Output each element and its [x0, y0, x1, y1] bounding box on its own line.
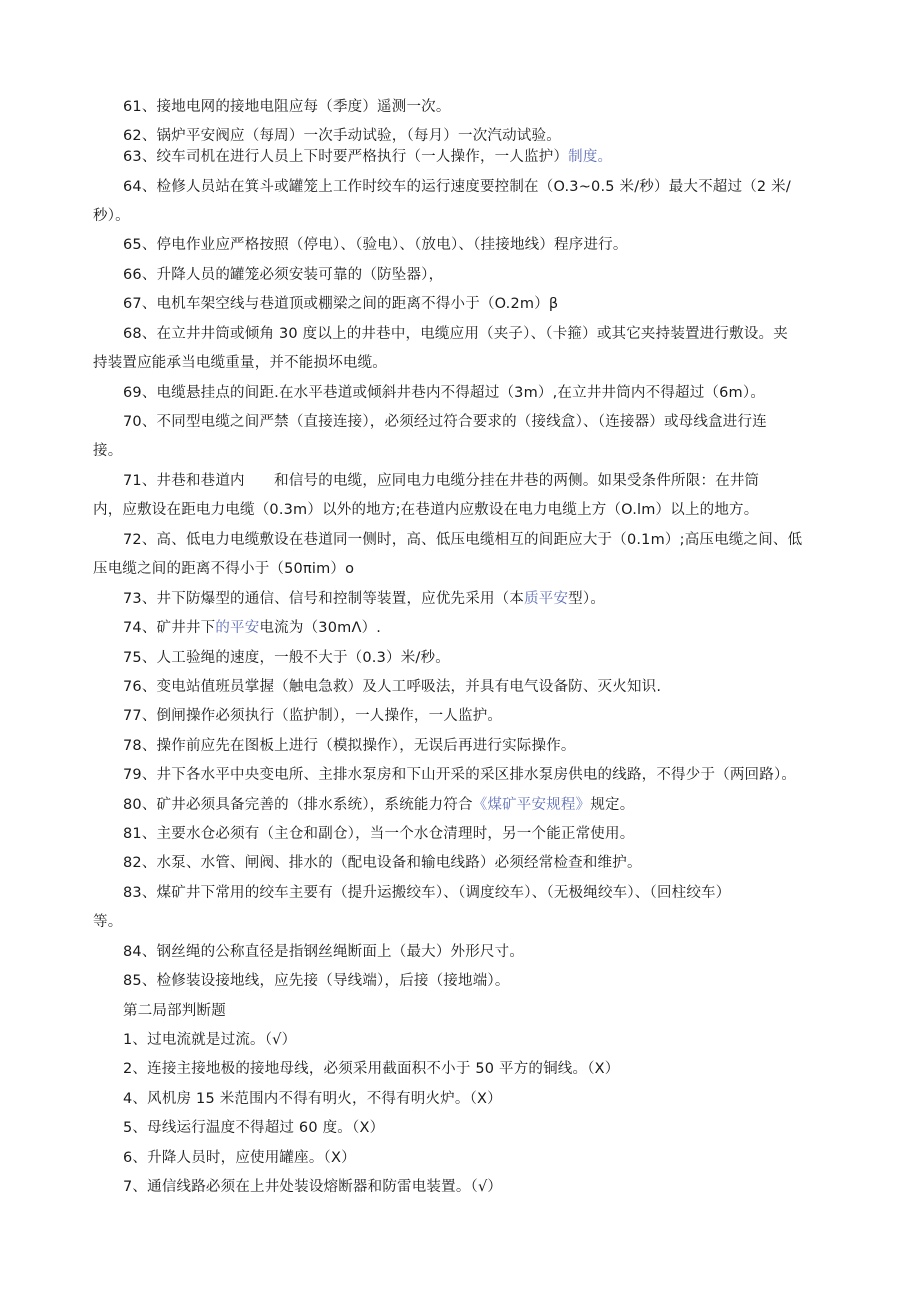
item-73-text: 73、井下防爆型的通信、信号和控制等装置，应优先采用（本: [123, 591, 525, 607]
item-63: [123, 147, 612, 167]
item-75: 75、人工验绳的速度，一般不大于（0.3）米/秒。: [123, 650, 450, 666]
item-73-tail: 型）。: [568, 591, 606, 607]
judge-5: 5、母线运行温度不得超过 60 度。（X）: [123, 1120, 385, 1136]
item-64-line2: 秒）。: [93, 208, 130, 224]
item-72-line1: 72、高、低电力电缆敷设在巷道同一侧时，高、低压电缆相互的间距应大于（0.1m）;高压电缆之间、低: [123, 532, 803, 548]
judge-2: 2、连接主接地极的接地母线，必须采用截面积不小于 50 平方的铜线。（X）: [123, 1061, 620, 1077]
item-80: [123, 795, 634, 815]
section-heading: 第二局部判断题: [123, 1003, 226, 1019]
item-84: 84、钢丝绳的公称直径是指钢丝绳断面上（最大）外形尺寸。: [123, 944, 525, 960]
item-78: 78、操作前应先在图板上进行（模拟操作），无误后再进行实际操作。: [123, 738, 576, 754]
item-71-line1: 71、井巷和巷道内 和信号的电缆，应同电力电缆分挂在井巷的两侧。如果受条件所限：在井筒: [123, 473, 760, 489]
item-82: 82、水泵、水管、闸阀、排水的（配电设备和输电线路）必须经常检查和维护。: [123, 855, 642, 871]
item-69: 69、电缆悬挂点的间距.在水平巷道或倾斜井巷内不得超过（3m）,在立井井筒内不得超过（6m）。: [123, 385, 766, 401]
item-80-highlight: 《煤矿平安规程》: [472, 797, 591, 813]
item-71-line2: 内，应敷设在距电力电缆（0.3m）以外的地方;在巷道内应敷设在电力电缆上方（O.lm）以上的地方。: [93, 502, 759, 518]
item-83-line1: 83、煤矿井下常用的绞车主要有（提升运搬绞车）、（调度绞车）、（无极绳绞车）、（回柱绞车）: [123, 885, 731, 901]
item-73: [123, 589, 605, 609]
judge-7: 7、通信线路必须在上井处装设熔断器和防雷电装置。（√）: [123, 1179, 503, 1195]
item-79: 79、井下各水平中央变电所、主排水泵房和下山开采的采区排水泵房供电的线路，不得少于（两回路）。: [123, 767, 797, 783]
item-74-highlight: 的平安: [215, 620, 260, 636]
item-80-tail: 规定。: [590, 797, 635, 813]
item-77: 77、倒闸操作必须执行（监护制），一人操作，一人监护。: [123, 708, 503, 724]
judge-4: 4、风机房 15 米范围内不得有明火，不得有明火炉。（X）: [123, 1091, 502, 1107]
item-80-text: 80、矿井必须具备完善的（排水系统），系统能力符合: [123, 797, 473, 813]
item-68-line2: 持装置应能承当电缆重量，并不能损坏电缆。: [93, 355, 387, 371]
item-70-line2: 接。: [93, 443, 123, 459]
item-85: 85、检修装设接地线，应先接（导线端），后接（接地端）。: [123, 973, 510, 989]
item-81: 81、主要水仓必须有（主仓和副仓），当一个水仓清理时，另一个能正常使用。: [123, 826, 635, 842]
judge-1: 1、过电流就是过流。（√）: [123, 1032, 297, 1048]
item-66: 66、升降人员的罐笼必须安装可靠的（防坠器），: [123, 267, 444, 283]
item-76: 76、变电站值班员掌握（触电急救）及人工呼吸法，并具有电气设备防、灭火知识.: [123, 679, 662, 695]
judge-6: 6、升降人员时，应使用罐座。（X）: [123, 1150, 356, 1166]
item-61: 61、接地电网的接地电阻应每（季度）遥测一次。: [123, 99, 451, 115]
item-63-text: 63、绞车司机在进行人员上下时要严格执行（一人操作，一人监护）: [123, 149, 569, 165]
item-70-line1: 70、不同型电缆之间严禁（直接连接），必须经过符合要求的（接线盒）、（连接器）或母线盒进行连: [123, 414, 767, 430]
item-74: [123, 618, 381, 638]
item-68-line1: 68、在立井井筒或倾角 30 度以上的井巷中，电缆应用（夹子）、（卡箍）或其它夹持装置进行敷设。夹: [123, 326, 788, 342]
item-64-line1: 64、检修人员站在箕斗或罐笼上工作时绞车的运行速度要控制在（O.3~0.5 米/秒）最大不超过（2 米/: [123, 179, 791, 195]
item-74-text: 74、矿井井下: [123, 620, 216, 636]
item-74-tail: 电流为（30mΛ）.: [259, 620, 382, 636]
item-73-highlight: 质平安: [524, 591, 569, 607]
item-83-line2: 等。: [93, 914, 123, 930]
item-62: 62、锅炉平安阀应（每周）一次手动试验，（每月）一次汽动试验。: [123, 128, 561, 144]
item-63-highlight: 制度。: [568, 149, 613, 165]
item-72-line2: 压电缆之间的距离不得小于（50πim）o: [93, 561, 355, 577]
item-65: 65、停电作业应严格按照（停电）、（验电）、（放电）、（挂接地线）程序进行。: [123, 237, 628, 253]
item-67: 67、电机车架空线与巷道顶或棚梁之间的距离不得小于（O.2m）β: [123, 296, 559, 312]
